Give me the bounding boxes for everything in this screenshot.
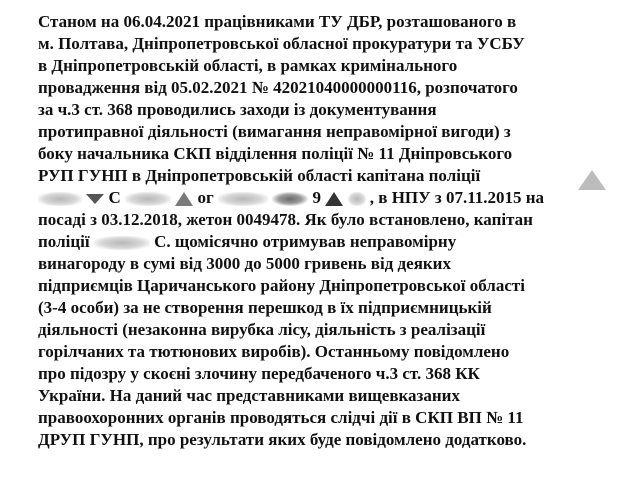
text-fragment: С. щомісячно отримував неправомірну [154,232,457,251]
text-fragment: поліції [38,232,90,251]
redaction-mark [175,192,193,206]
redaction-blur [348,192,366,206]
text-line-redacted [38,232,456,252]
text-line: РУП ГУНП в Дніпропетровській області капітана поліції [38,166,481,185]
text-line: винагороду в сумі від 3000 до 5000 гривень від деяких [38,254,451,273]
redaction-blur [272,192,308,206]
redaction-blur [125,192,171,206]
text-line: горілчаних та тютюнових виробів). Останньому повідомлено [38,342,510,361]
text-line: ДРУП ГУНП, про результати яких буде повідомлено додатково. [38,430,527,449]
text-line: протиправної діяльності (вимагання неправомірної вигоди) з [38,122,511,141]
text-line: діяльності (незаконна вирубка лісу, діяльність з реалізації [38,320,486,339]
text-line: підприємців Царичанського району Дніпропетровської області [38,276,525,295]
redaction-mark [86,194,104,204]
text-fragment: С [108,188,121,207]
text-line: за ч.3 ст. 368 проводились заходи із документування [38,100,437,119]
text-line: м. Полтава, Дніпропетровської обласної прокуратури та УСБУ [38,34,525,53]
redaction-mark [325,192,343,206]
redaction-mark [578,170,606,190]
text-line: Станом на 06.04.2021 працівниками ТУ ДБР, розташованого в [38,12,517,31]
redaction-blur [94,236,150,250]
redaction-blur [218,192,268,206]
text-line: в Дніпропетровській області, в рамках кримінального [38,56,458,75]
text-line: правоохоронних органів проводяться слідчі дії в СКП ВП № 11 [38,408,524,427]
text-fragment: 9 [312,188,322,207]
text-fragment: ог [197,188,214,207]
text-line: посаді з 03.12.2018, жетон 0049478. Як було встановлено, капітан [38,210,533,229]
redaction-blur [38,192,82,206]
text-line: про підозру у скоєні злочину передбаченого ч.3 ст. 368 КК [38,364,480,383]
text-line: України. На даний час представниками вищевказаних [38,386,460,405]
text-line: (3-4 особи) за не створення перешкод в їх підприємницькій [38,298,492,317]
text-line: провадження від 05.02.2021 № 42021040000000116, розпочатого [38,78,518,97]
text-line: боку начальника СКП відділення поліції № 11 Дніпровського [38,144,513,163]
text-fragment: , в НПУ з 07.11.2015 на [369,188,545,207]
text-line-redacted [38,188,544,208]
